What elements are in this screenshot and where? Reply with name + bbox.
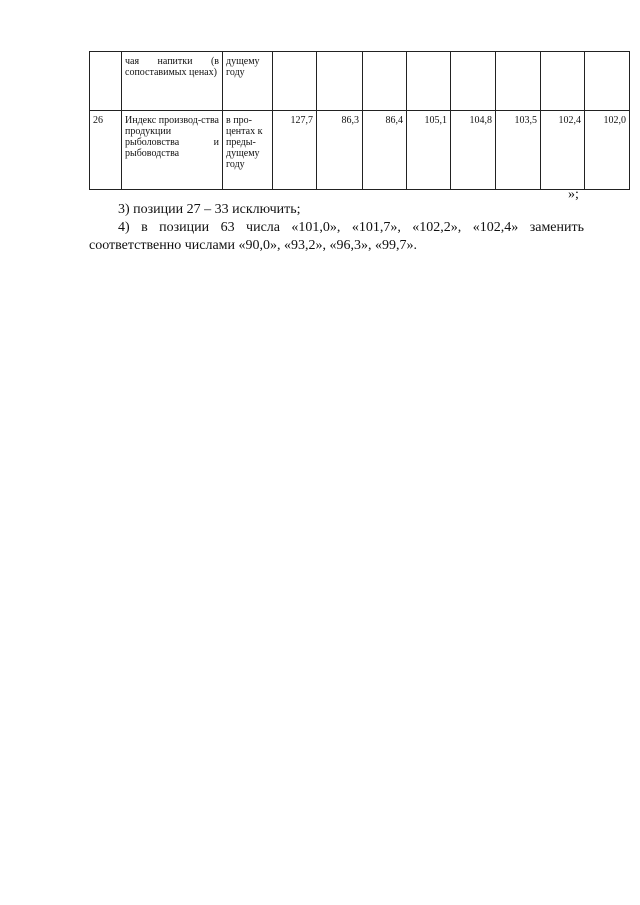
indicators-table (89, 51, 630, 190)
value-cell: 86,4 (363, 111, 407, 190)
value-cell (363, 52, 407, 111)
paragraph-item-3: 3) позиции 27 – 33 исключить; (118, 202, 301, 217)
value-cell: 102,0 (585, 111, 630, 190)
closing-quote-mark: »; (568, 187, 579, 202)
value-cell (585, 52, 630, 111)
paragraph-item-4: 4) в позиции 63 числа «101,0», «101,7», «102,2», «102,4» заменить соответственно числами «90,0», «93,2», «96,3», «99,7». (89, 220, 584, 253)
value-cell: 86,3 (317, 111, 363, 190)
indicator-name-cell: Индекс производ-ства продукции рыболовства и рыбоводства (122, 111, 223, 190)
value-cell (541, 52, 585, 111)
table-row (90, 52, 630, 111)
value-cell (451, 52, 496, 111)
row-index-cell: 26 (90, 111, 122, 190)
indicator-name-cell: чая напитки (в сопоставимых ценах) (122, 52, 223, 111)
value-cell (407, 52, 451, 111)
value-cell: 105,1 (407, 111, 451, 190)
value-cell: 102,4 (541, 111, 585, 190)
value-cell (317, 52, 363, 111)
unit-cell: дущему году (223, 52, 273, 111)
row-index-cell (90, 52, 122, 111)
value-cell: 127,7 (273, 111, 317, 190)
table-row (90, 111, 630, 190)
value-cell: 103,5 (496, 111, 541, 190)
value-cell (273, 52, 317, 111)
value-cell: 104,8 (451, 111, 496, 190)
value-cell (496, 52, 541, 111)
unit-cell: в про-центах к преды-дущему году (223, 111, 273, 190)
